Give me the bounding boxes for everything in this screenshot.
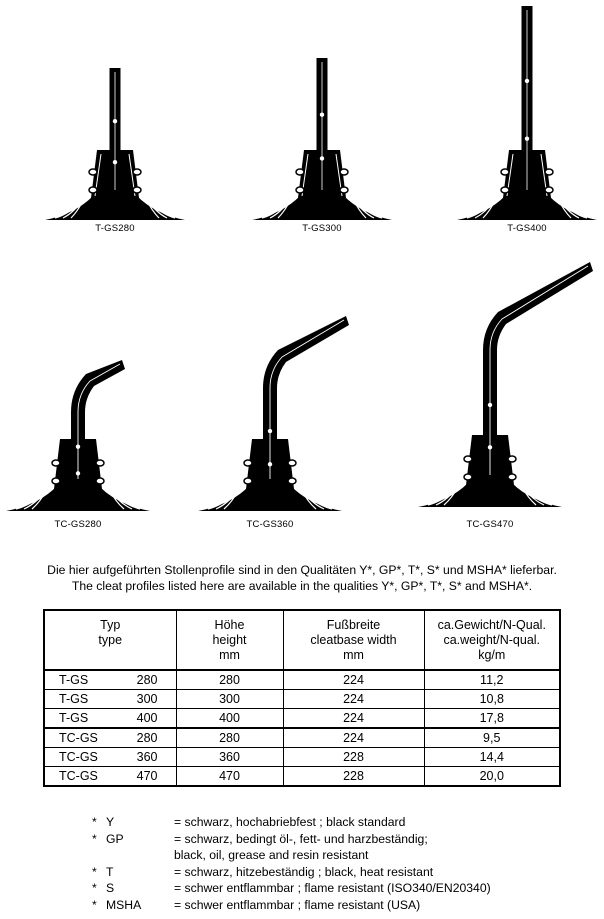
table-row bbox=[44, 767, 560, 787]
intro-german: Die hier aufgeführten Stollenprofile sind in den Qualitäten Y*, GP*, T*, S* und MSHA* lieferbar. bbox=[47, 563, 557, 577]
row-size: 470 bbox=[136, 769, 158, 783]
legend-code: S bbox=[106, 881, 115, 895]
legend-text: = schwer entflammbar ; flame resistant (ISO340/EN20340) bbox=[174, 881, 491, 895]
legend-item: * T = schwarz, hitzebeständig ; black, heat resistant bbox=[92, 864, 434, 879]
header-weight-unit: kg/m bbox=[478, 647, 506, 662]
legend-code: GP bbox=[106, 831, 124, 846]
row-height: 300 bbox=[176, 690, 283, 709]
cleat-drawing-tc-gs470 bbox=[418, 262, 593, 507]
row-height: 280 bbox=[176, 670, 283, 690]
row-width: 224 bbox=[283, 690, 424, 709]
row-weight: 14,4 bbox=[424, 748, 560, 767]
row-width: 228 bbox=[283, 748, 424, 767]
legend-continuation: black, oil, grease and resin resistant bbox=[174, 848, 369, 862]
row-type: T-GS bbox=[59, 673, 89, 687]
profile-label-tc-gs360: TC-GS360 bbox=[246, 519, 294, 530]
legend-item: * MSHA = schwer entflammbar ; flame resistant (USA) bbox=[92, 897, 421, 912]
row-size: 280 bbox=[136, 673, 158, 687]
table-row bbox=[44, 748, 560, 767]
header-height-unit: mm bbox=[219, 647, 240, 662]
table-row bbox=[44, 670, 560, 690]
cleat-drawing-t-gs400 bbox=[457, 6, 597, 220]
row-height: 400 bbox=[176, 709, 283, 729]
legend-code: Y bbox=[106, 815, 115, 829]
header-weight bbox=[424, 610, 560, 670]
row-size: 400 bbox=[136, 711, 158, 725]
header-base-width bbox=[283, 610, 424, 670]
row-size: 360 bbox=[136, 750, 158, 764]
legend-text: = schwarz, hitzebeständig ; black, heat resistant bbox=[174, 864, 434, 879]
table-row bbox=[44, 728, 560, 748]
header-width-en: cleatbase width bbox=[310, 632, 397, 647]
legend-item: * GP = schwarz, bedingt öl-, fett- und harzbeständig; bbox=[92, 831, 428, 846]
legend-code: T bbox=[106, 864, 114, 879]
legend-item: * S = schwer entflammbar ; flame resistant (ISO340/EN20340) bbox=[92, 881, 491, 895]
header-type-en: type bbox=[98, 632, 123, 647]
table-row bbox=[44, 690, 560, 709]
header-type bbox=[44, 610, 176, 670]
legend-text: = schwer entflammbar ; flame resistant (USA) bbox=[174, 897, 421, 912]
row-weight: 17,8 bbox=[424, 709, 560, 729]
header-weight-en: ca.weight/N-qual. bbox=[443, 632, 541, 647]
profile-label-tc-gs470: TC-GS470 bbox=[466, 519, 514, 530]
header-height-de: Höhe bbox=[214, 617, 245, 632]
row-type: T-GS bbox=[59, 692, 89, 706]
header-height bbox=[176, 610, 283, 670]
profile-label-t-gs400: T-GS400 bbox=[507, 223, 547, 234]
spec-table bbox=[43, 609, 561, 787]
row-type: TC-GS bbox=[59, 769, 98, 783]
row-weight: 9,5 bbox=[424, 728, 560, 748]
legend-text: = schwarz, hochabriebfest ; black standard bbox=[174, 815, 406, 829]
row-weight: 10,8 bbox=[424, 690, 560, 709]
header-height-en: height bbox=[212, 632, 247, 647]
cleat-drawing-tc-gs280 bbox=[6, 360, 150, 511]
legend-item: * Y = schwarz, hochabriebfest ; black standard bbox=[92, 815, 406, 829]
row-weight: 20,0 bbox=[424, 767, 560, 787]
row-type: TC-GS bbox=[59, 731, 98, 745]
row-width: 224 bbox=[283, 728, 424, 748]
cleat-drawing-t-gs300 bbox=[252, 58, 392, 220]
row-size: 300 bbox=[136, 692, 158, 706]
header-width-de: Fußbreite bbox=[326, 617, 381, 632]
row-size: 280 bbox=[136, 731, 158, 745]
header-width-unit: mm bbox=[343, 647, 364, 662]
table-header-row bbox=[44, 610, 560, 670]
row-height: 470 bbox=[176, 767, 283, 787]
profile-label-t-gs280: T-GS280 bbox=[95, 223, 135, 234]
row-height: 280 bbox=[176, 728, 283, 748]
row-width: 224 bbox=[283, 709, 424, 729]
intro-english: The cleat profiles listed here are available in the qualities Y*, GP*, T*, S* and MSHA*. bbox=[71, 579, 533, 593]
row-width: 228 bbox=[283, 767, 424, 787]
quality-legend bbox=[92, 814, 491, 913]
legend-code: MSHA bbox=[106, 897, 142, 912]
row-type: T-GS bbox=[59, 711, 89, 725]
cleat-drawing-t-gs280 bbox=[45, 68, 185, 220]
row-width: 224 bbox=[283, 670, 424, 690]
row-height: 360 bbox=[176, 748, 283, 767]
legend-text: = schwarz, bedingt öl-, fett- und harzbeständig; bbox=[174, 831, 428, 846]
row-type: TC-GS bbox=[59, 750, 98, 764]
profile-label-tc-gs280: TC-GS280 bbox=[54, 519, 102, 530]
profile-label-t-gs300: T-GS300 bbox=[302, 223, 342, 234]
header-weight-de: ca.Gewicht/N-Qual. bbox=[437, 617, 546, 632]
header-type-de: Typ bbox=[100, 617, 121, 632]
cleat-drawing-tc-gs360 bbox=[198, 316, 349, 511]
table-row bbox=[44, 709, 560, 729]
row-weight: 11,2 bbox=[424, 670, 560, 690]
